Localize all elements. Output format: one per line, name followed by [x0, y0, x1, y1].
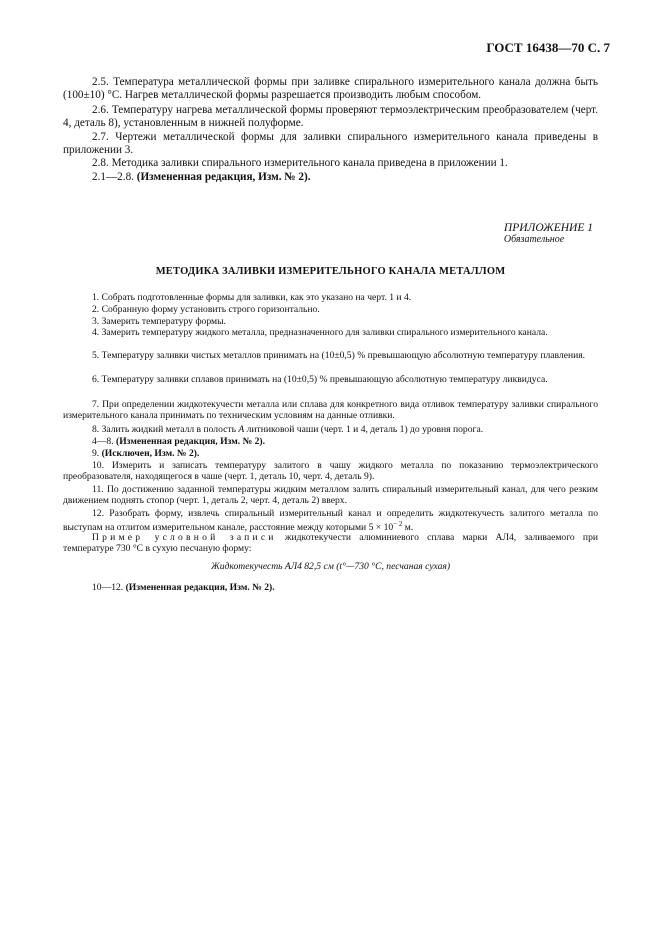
paragraph-2-1-2-8-note — [63, 171, 598, 184]
paragraph-2-5: 2.5. Температура металлической формы при заливке спирального измерительного канала должна быть (100±10) °С. Нагрев металлической формы разрешается производить любым способом. — [63, 76, 598, 102]
item-8-pre: 8. Залить жидкий металл в полость — [92, 424, 239, 435]
item-12 — [63, 508, 598, 534]
item-12-exponent: − 2 — [393, 520, 403, 529]
appendix-label-block — [504, 222, 593, 245]
example-formula: Жидкотекучесть АЛ4 82,5 см (t°—730 °С, песчаная сухая) — [210, 561, 451, 572]
item-4: 4. Замерить температуру жидкого металла, предназначенного для заливки спирального измерительного канала. — [92, 327, 548, 338]
item-9 — [63, 448, 598, 459]
item-7: 7. При определении жидкотекучести металла или сплава для конкретного вида отливок температуру заливки спирального измерительного канала принимать по техническим условиям на данные отливки. — [63, 399, 598, 422]
item-4-8-note — [63, 436, 598, 447]
paragraph-2-6: 2.6. Температуру нагрева металлической формы проверяют термоэлектрическим преобразователем (черт. 4, деталь 8), установленным в нижней полуформе. — [63, 104, 598, 130]
paragraph-2-7: 2.7. Чертежи металлической формы для заливки спирального измерительного канала приведены в приложении 3. — [63, 131, 598, 157]
note-number: 10—12. — [92, 582, 124, 593]
item-5: 5. Температуру заливки чистых металлов принимать на (10±0,5) % превышающую абсолютную температуру плавления. — [92, 350, 586, 361]
item-3: 3. Замерить температуру формы. — [92, 316, 226, 327]
item-12-end: м. — [402, 522, 414, 534]
note-text: (Измененная редакция, Изм. № 2). — [136, 171, 311, 183]
item-9-text: (Исключен, Изм. № 2). — [101, 448, 200, 459]
item-2: 2. Собранную форму установить строго горизонтально. — [92, 304, 320, 315]
item-8-cavity: А — [238, 424, 245, 435]
example-label: Пример условной записи — [92, 532, 277, 543]
example-paragraph — [63, 532, 598, 555]
page-header: ГОСТ 16438—70 С. 7 — [486, 40, 610, 55]
item-1: 1. Собрать подготовленные формы для заливки, как это указано на черт. 1 и 4. — [92, 292, 412, 303]
item-8-post: литниковой чаши (черт. 1 и 4, деталь 1) до уровня порога. — [244, 424, 484, 435]
note-text: (Измененная редакция, Изм. № 2). — [116, 436, 266, 447]
example-text: жидкотекучести алюминиевого сплава марки АЛ4, заливаемого при температуре 730 °С в сухую песчаную форму: — [63, 532, 599, 555]
item-12-text: 12. Разобрать форму, извлечь спиральный измерительный канал и определить жидкотекучесть залитого металла по выступам на отлитом измерительном канале, расстояние между которыми 5 × 10 — [63, 508, 598, 534]
note-number: 4—8. — [92, 436, 114, 447]
note-number: 2.1—2.8. — [92, 171, 134, 183]
appendix-title: МЕТОДИКА ЗАЛИВКИ ИЗМЕРИТЕЛЬНОГО КАНАЛА МЕТАЛЛОМ — [155, 266, 506, 277]
note-text: (Измененная редакция, Изм. № 2). — [125, 582, 275, 593]
appendix-status: Обязательное — [503, 234, 565, 245]
item-9-number: 9. — [92, 448, 100, 459]
appendix-label: ПРИЛОЖЕНИЕ 1 — [503, 222, 593, 234]
item-11: 11. По достижению заданной температуры жидким металлом залить спиральный измерительный канал, для чего резким движением поднять стопор (черт. 1, деталь 2, черт. 4, деталь 2) вверх. — [63, 484, 598, 507]
item-10-12-note — [63, 582, 598, 593]
item-10: 10. Измерить и записать температуру залитого в чашу жидкого металла по показанию термоэлектрического преобразователя, находящегося в чаше (черт. 1, деталь 10, черт. 4, деталь 9). — [63, 460, 598, 483]
item-8 — [63, 424, 598, 435]
paragraph-2-8: 2.8. Методика заливки спирального измерительного канала приведена в приложении 1. — [92, 157, 508, 169]
item-6: 6. Температуру заливки сплавов принимать на (10±0,5) % превышающую абсолютную температуру ликвидуса. — [92, 374, 548, 385]
